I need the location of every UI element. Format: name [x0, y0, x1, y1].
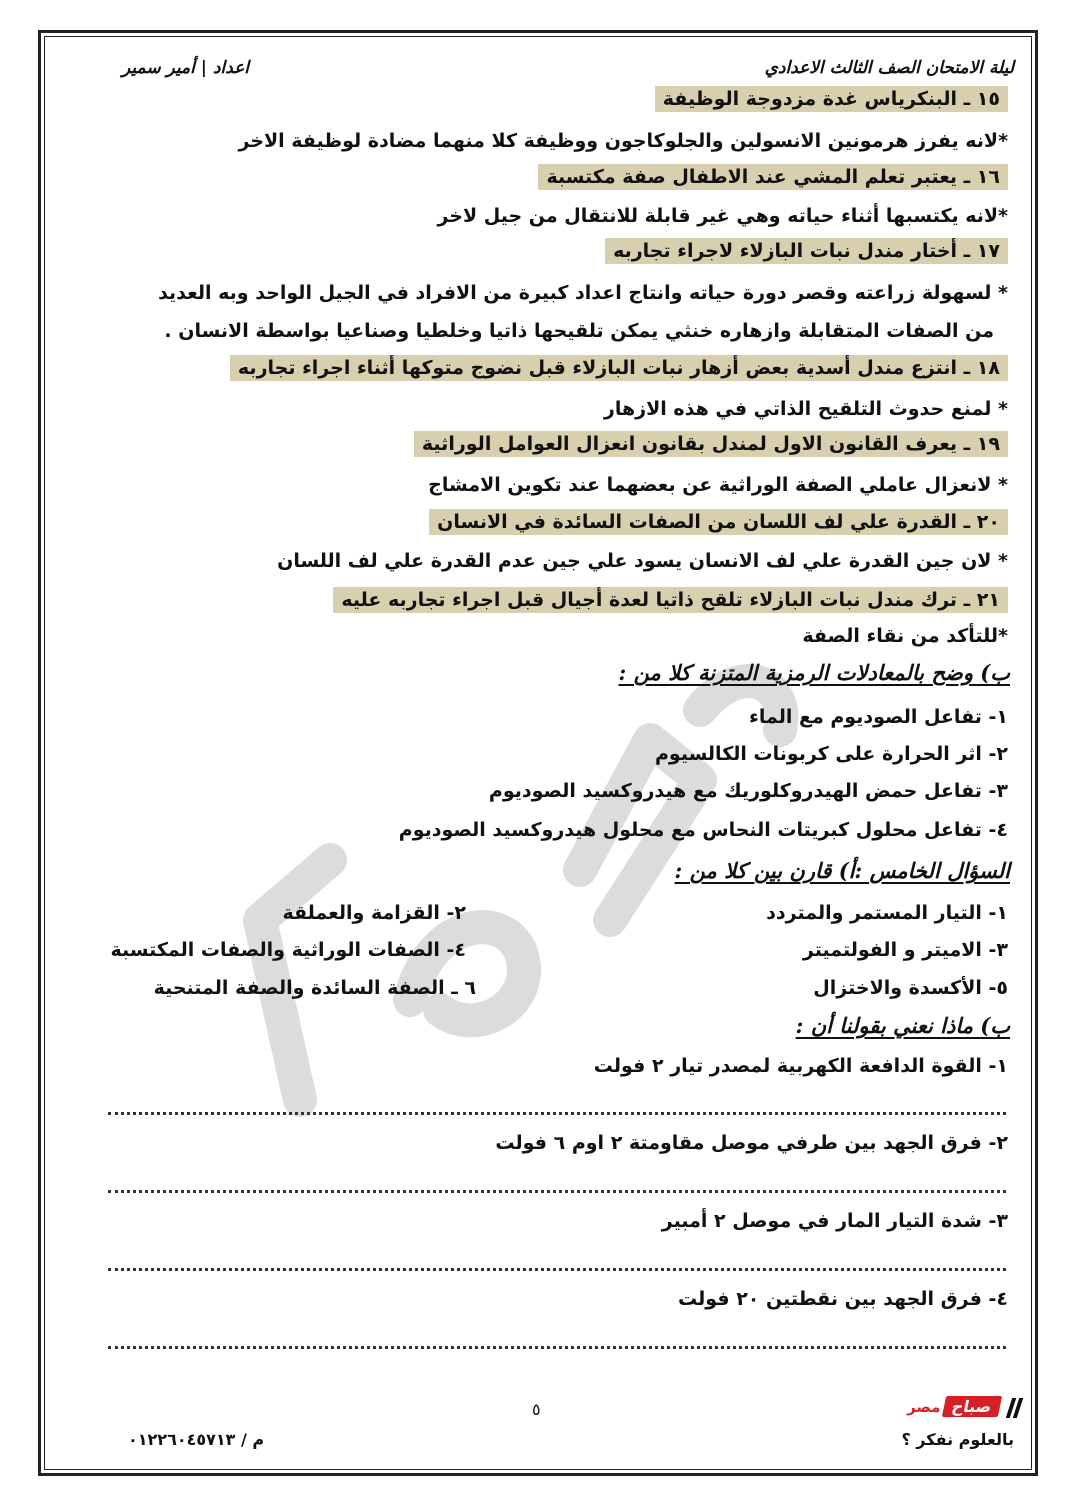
logo-red-label: صباح — [942, 1396, 1002, 1417]
question-17: ١٧ ـ أختار مندل نبات البازلاء لاجراء تجاربه — [605, 238, 1008, 264]
equation-item-4: ٤- تفاعل محلول كبريتات النحاس مع محلول هيدروكسيد الصوديوم — [398, 819, 1008, 841]
answer-19: * لانعزال عاملي الصفة الوراثية عن بعضهما عند تكوين الامشاج — [428, 474, 1008, 496]
section-compare-title: السؤال الخامس :أ) قارن بين كلا من : — [674, 858, 1010, 883]
brand-logo — [907, 1396, 1020, 1418]
answer-20: * لان جين القدرة علي لف الانسان يسود علي جين عدم القدرة علي لف اللسان — [277, 550, 1008, 572]
answer-15: *لانه يفرز هرمونين الانسولين والجلوكاجون ووظيفة كلا منهما مضادة لوظيفة الاخر — [238, 130, 1008, 152]
question-15: ١٥ ـ البنكرياس غدة مزدوجة الوظيفة — [655, 86, 1008, 112]
answer-line-2 — [108, 1190, 1006, 1193]
compare-item-6: ٦ ـ الصفة السائدة والصفة المتنحية — [153, 977, 476, 999]
answer-line-3 — [108, 1268, 1006, 1271]
logo-bars-icon — [1006, 1397, 1020, 1418]
answer-21: *للتأكد من نقاء الصفة — [802, 625, 1008, 647]
meaning-item-4: ٤- فرق الجهد بين نقطتين ٢٠ فولت — [677, 1288, 1008, 1310]
phone-number: م / ٠١٢٢٦٠٤٥٧١٣ — [128, 1430, 265, 1449]
equation-item-1: ١- تفاعل الصوديوم مع الماء — [749, 706, 1008, 728]
question-21: ٢١ ـ ترك مندل نبات البازلاء تلقح ذاتيا لعدة أجيال قبل اجراء تجاربه عليه — [333, 587, 1008, 613]
equation-item-3: ٣- تفاعل حمض الهيدروكلوريك مع هيدروكسيد الصوديوم — [488, 780, 1008, 802]
question-20: ٢٠ ـ القدرة علي لف اللسان من الصفات السائدة في الانسان — [429, 509, 1008, 535]
equation-item-2: ٢- اثر الحرارة على كربونات الكالسيوم — [655, 743, 1008, 765]
meaning-item-2: ٢- فرق الجهد بين طرفي موصل مقاومتة ٢ اوم ٦ فولت — [495, 1132, 1008, 1154]
compare-item-2: ٢- القزامة والعملقة — [282, 902, 466, 924]
compare-item-1: ١- التيار المستمر والمتردد — [766, 902, 1008, 924]
question-16: ١٦ ـ يعتبر تعلم المشي عند الاطفال صفة مكتسبة — [538, 164, 1008, 190]
answer-line-4 — [108, 1346, 1006, 1349]
header-title: ليلة الامتحان الصف الثالث الاعدادي — [764, 58, 1014, 78]
section-meaning-title: ب) ماذا نعني بقولنا أن : — [795, 1013, 1010, 1038]
meaning-item-3: ٣- شدة التيار المار في موصل ٢ أمبير — [661, 1210, 1008, 1232]
answer-18: * لمنع حدوث التلقيح الذاتي في هذه الازهار — [603, 398, 1008, 420]
answer-17: * لسهولة زراعته وقصر دورة حياته وانتاج اعداد كبيرة من الافراد في الجيل الواحد وبه العديد — [158, 282, 1008, 304]
question-19: ١٩ ـ يعرف القانون الاول لمندل بقانون انعزال العوامل الوراثية — [414, 431, 1008, 457]
answer-16: *لانه يكتسبها أثناء حياته وهي غير قابلة للانتقال من جيل لاخر — [437, 205, 1008, 227]
logo-text: مصر — [907, 1398, 941, 1416]
header-author: اعداد | أمير سمير — [122, 58, 249, 78]
section-equations-title: ب) وضح بالمعادلات الرمزية المتزنة كلا من : — [618, 660, 1010, 685]
meaning-item-1: ١- القوة الدافعة الكهربية لمصدر تيار ٢ فولت — [593, 1055, 1008, 1077]
slogan: بالعلوم نفكر ؟ — [901, 1430, 1014, 1449]
answer-line-1 — [108, 1112, 1006, 1115]
answer-17-continued: من الصفات المتقابلة وازهاره خنثي يمكن تلقيحها ذاتيا وخلطيا وصناعيا بواسطة الانسان . — [164, 320, 994, 342]
page-number: ٥ — [532, 1400, 541, 1419]
question-18: ١٨ ـ انتزع مندل أسدية بعض أزهار نبات البازلاء قبل نضوج متوكها أثناء اجراء تجاربه — [230, 355, 1008, 381]
compare-item-3: ٣- الاميتر و الفولتميتر — [802, 939, 1008, 961]
compare-item-4: ٤- الصفات الوراثية والصفات المكتسبة — [110, 939, 466, 961]
compare-item-5: ٥- الأكسدة والاختزال — [813, 977, 1008, 999]
